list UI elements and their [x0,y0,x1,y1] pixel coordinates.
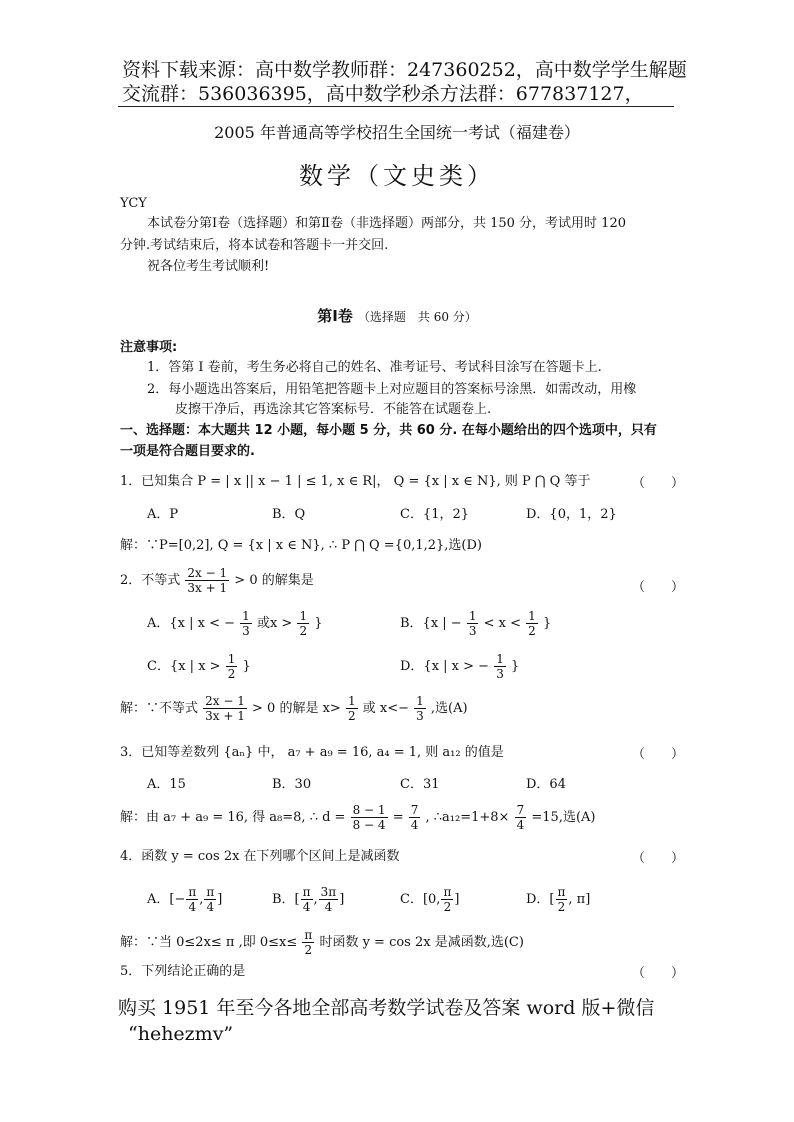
q3-option-b: B．30 [272,777,312,792]
frac-num: 7 [516,803,525,817]
q3-sol-frac-2 [409,803,421,832]
q4-b-frac-2 [319,885,339,914]
q3-sol-eq: = [392,810,404,825]
q2-sol-pre: 解：∵不等式 [120,701,199,716]
q4-c-pre: C．[0, [400,892,441,907]
q3-sol-mid: , ∴a₁₂=1+8× [425,810,510,825]
q4-a-frac-1 [186,885,198,914]
comma: , [199,892,204,907]
q4-sol-frac [302,928,314,957]
section1-line-2: 一项是符合题目要求的. [120,444,255,459]
frac-den: 2 [304,943,313,957]
frac-num: 2x − 1 [205,694,245,708]
notice-item-2b: 皮擦干净后，再选涂其它答案标号．不能答在试题卷上. [175,402,492,417]
q2-sol-or: 或 x<− [362,701,409,716]
q2-sol-frac-2 [346,694,358,723]
q4-solution [120,928,524,957]
notice-item-1: 1．答第 I 卷前，考生务必将自己的姓名、准考证号、考试科目涂写在答题卡上. [147,360,602,375]
q4-b-pre: B．[ [272,892,300,907]
q1-option-a: A．P [147,507,179,522]
q4-c-frac [441,885,453,914]
q5-stem: 5．下列结论正确的是 [120,964,246,979]
frac-den: 3 [242,624,250,638]
section1-line-1: 一、选择题：本大题共 12 小题，每小题 5 分，共 60 分. 在每小题给出的四个选项中，只有 [120,423,657,438]
q1-answer-paren: （ ） [632,476,685,491]
footer-line-2: “hehezmv” [128,1023,234,1045]
part1-heading [0,305,794,326]
notice-item-2a: 2．每小题选出答案后，用铅笔把答题卡上对应题目的答案标号涂黑．如需改动，用橡 [147,382,637,397]
q4-a-frac-2 [204,885,216,914]
q2-solution [120,694,468,723]
q2-sol-post: ,选(A) [430,701,468,716]
q2-option-b [400,609,551,638]
q4-option-a [147,885,222,914]
frac-num: π [302,885,311,899]
frac-num: 1 [227,652,236,666]
q2-c-pre: C．{x | x > [147,659,221,674]
q2-b-frac-1 [467,609,479,638]
q4-d-close: , π] [568,892,591,907]
frac-den: 2 [347,709,356,723]
frac-den: 2 [299,624,308,638]
q2-frac-num: 2x − 1 [187,566,228,580]
q2-stem [120,566,314,595]
q4-option-b [272,885,344,914]
q1-option-c: C．{1，2} [400,507,470,522]
frac-num: 1 [242,609,250,623]
q4-d-pre: D．[ [526,892,555,907]
q2-sol-frac [203,694,247,723]
q3-sol-frac-3 [515,803,527,832]
q3-option-c: C．31 [400,777,440,792]
frac-den: 4 [206,900,215,914]
q2-d-frac [494,652,506,681]
q4-b-frac-1 [301,885,313,914]
frac-num: π [304,928,313,942]
ycy-label: YCY [120,196,147,211]
q2-sol-frac-3 [414,694,426,723]
frac-den: 2 [443,900,452,914]
q4-a-pre: A．[− [147,892,186,907]
frac-den: 4 [302,900,311,914]
q4-d-frac [556,885,568,914]
q4-sol-post: 时函数 y = cos 2x 是减函数,选(C) [319,935,524,950]
q2-a-mid: 或x > [256,616,293,631]
q2-b-post: } [542,616,552,631]
frac-num: 1 [299,609,308,623]
q5-answer-paren: （ ） [632,966,685,981]
q3-sol-frac-1 [351,803,388,832]
q1-stem: 1．已知集合 P = | x || x − 1 | ≤ 1, x ∈ R|， Q = {x | x ∈ N}, 则 P ⋂ Q 等于 [120,474,591,489]
wish-text: 祝各位考生考试顺利! [147,259,270,274]
q2-a-post: } [314,616,323,631]
part1-subtitle: （选择题 共 60 分） [357,310,477,324]
q2-stem-post: > 0 的解集是 [234,573,314,588]
frac-num: 7 [410,803,419,817]
bracket-close: ] [454,892,460,907]
q3-stem: 3．已知等差数列 {aₙ} 中， a₇ + a₉ = 16, a₄ = 1, 则 a₁₂ 的值是 [120,745,504,760]
q2-option-d [400,652,519,681]
q2-d-pre: D．{x | x > − [400,659,490,674]
q2-frac-den: 3x + 1 [187,581,228,595]
frac-den: 4 [516,818,525,832]
q2-c-frac [226,652,238,681]
frac-den: 4 [188,900,197,914]
q2-b-frac-2 [526,609,538,638]
frac-num: 1 [496,652,504,666]
q2-answer-paren: （ ） [632,580,685,595]
q1-option-d: D．{0，1，2} [526,507,617,522]
q2-a-frac-1 [240,609,252,638]
frac-den: 8 − 4 [352,818,386,832]
q2-d-post: } [510,659,520,674]
q3-option-d: D．64 [526,777,566,792]
frac-num: 8 − 1 [352,803,386,817]
part1-title: 第Ⅰ卷 [317,307,353,325]
q3-option-a: A．15 [147,777,186,792]
bracket-close: ] [339,892,345,907]
header-line-1: 资料下载来源：高中数学教师群：247360252，高中数学学生解题 [122,59,687,81]
intro-line-1: 本试卷分第Ⅰ卷（选择题）和第Ⅱ卷（非选择题）两部分，共 150 分，考试用时 120 [147,216,626,231]
q3-answer-paren: （ ） [632,747,685,762]
header-rule [118,106,674,107]
frac-num: π [206,885,215,899]
q2-fraction [185,566,229,595]
exam-title: 2005 年普通高等学校招生全国统一考试（福建卷） [214,123,580,142]
frac-den: 3 [416,709,424,723]
frac-num: 3π [320,885,337,899]
frac-den: 2 [557,900,566,914]
q2-stem-pre: 2．不等式 [120,573,181,588]
q2-a-frac-2 [297,609,309,638]
frac-den: 2 [528,624,536,638]
q1-option-b: B．Q [272,507,306,522]
q4-option-d [526,885,590,914]
q4-sol-pre: 解：∵当 0≤2x≤ π ,即 0≤x≤ [120,935,298,950]
notice-title: 注意事项: [120,340,178,355]
bracket-close: ] [217,892,223,907]
comma: , [313,892,318,907]
intro-line-2: 分钟.考试结束后，将本试卷和答题卡一并交回. [120,238,389,253]
frac-num: 1 [347,694,356,708]
q1-solution: 解：∵P=[0,2], Q = {x | x ∈ N}, ∴ P ⋂ Q ={0,1,2},选(D) [120,538,482,553]
frac-num: π [188,885,197,899]
q2-a-pre: A．{x | x < − [147,616,236,631]
footer-line-1: 购买 1951 年至今各地全部高考数学试卷及答案 word 版+微信 [118,997,655,1019]
q2-sol-mid: > 0 的解是 x> [252,701,341,716]
q4-answer-paren: （ ） [632,851,685,866]
q4-stem: 4．函数 y = cos 2x 在下列哪个区间上是减函数 [120,849,400,864]
frac-den: 3 [496,667,504,681]
frac-den: 3 [468,624,477,638]
frac-num: 1 [528,609,536,623]
q2-b-mid: < x < [483,616,522,631]
q2-option-a [147,609,323,638]
frac-num: 1 [468,609,477,623]
q4-option-c [400,885,459,914]
header-line-2: 交流群：536036395，高中数学秒杀方法群：677837127， [122,83,644,105]
subject-title: 数学（文史类） [299,162,495,190]
q3-solution [120,803,595,832]
frac-num: π [557,885,566,899]
q2-c-post: } [242,659,251,674]
frac-den: 4 [324,900,333,914]
frac-den: 3x + 1 [205,709,245,723]
frac-num: 1 [416,694,424,708]
q3-sol-pre: 解：由 a₇ + a₉ = 16, 得 a₈=8, ∴ d = [120,810,346,825]
q2-b-pre: B．{x | − [400,616,462,631]
q3-sol-post: =15,选(A) [531,810,596,825]
frac-den: 4 [410,818,419,832]
q2-option-c [147,652,251,681]
frac-den: 2 [227,667,236,681]
frac-num: π [443,885,452,899]
